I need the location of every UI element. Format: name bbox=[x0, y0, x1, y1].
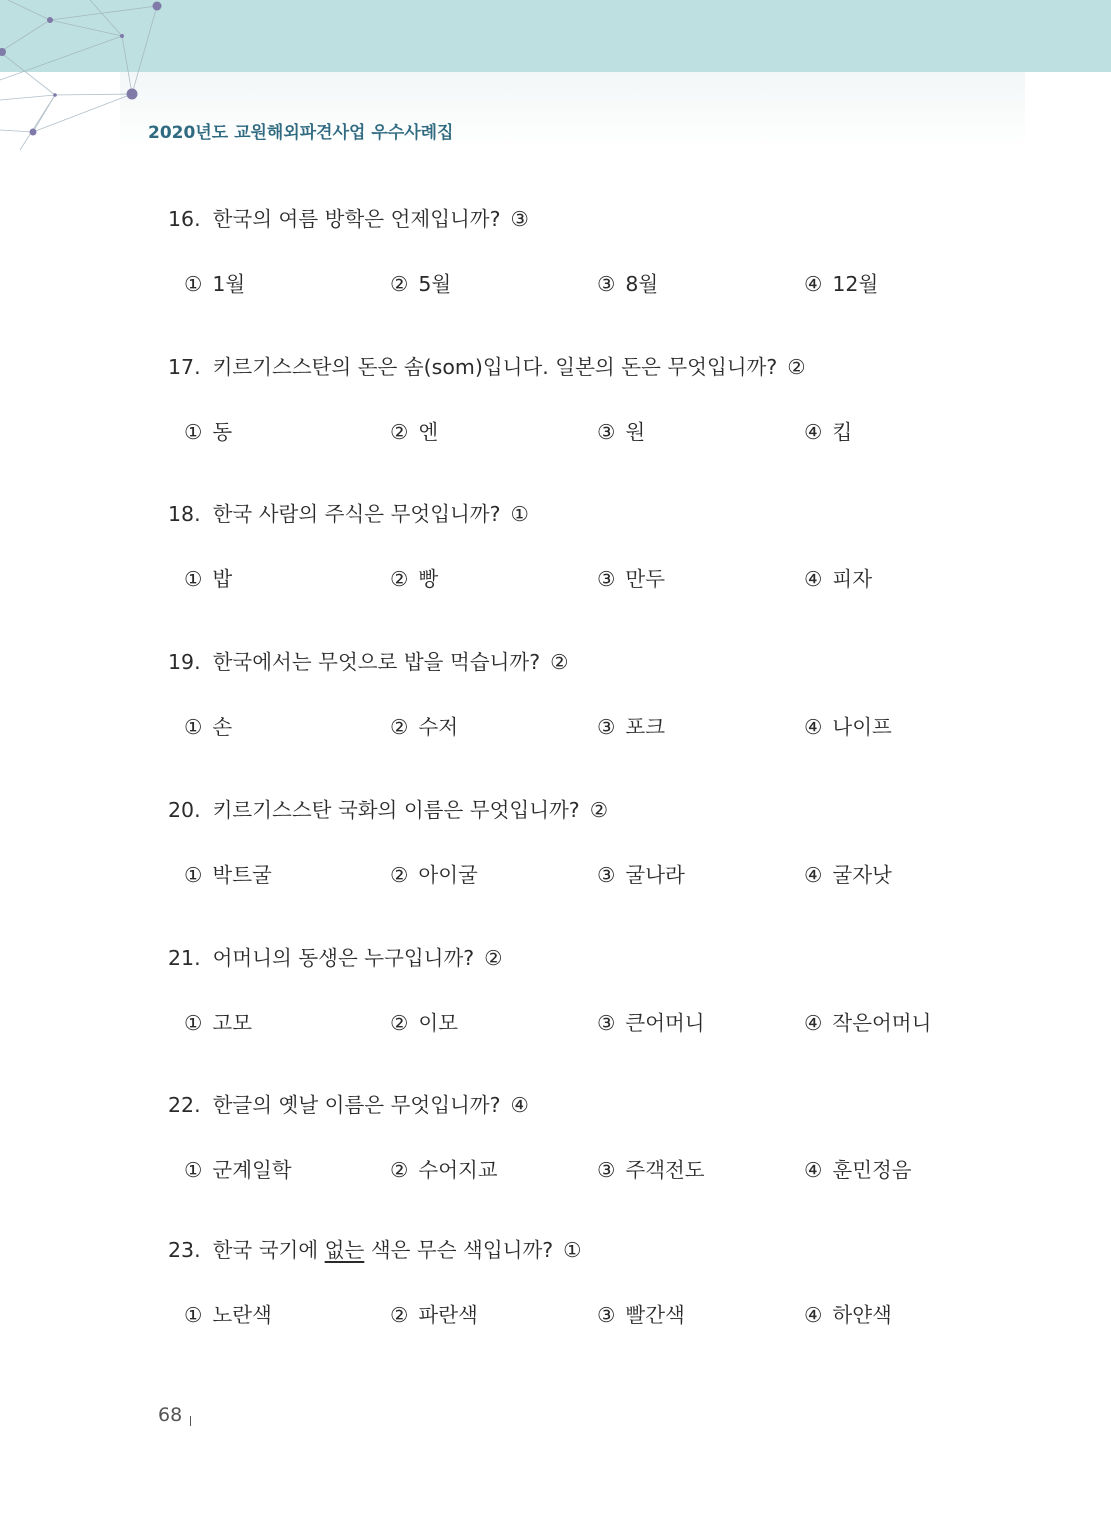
answer-mark: ③ bbox=[510, 207, 529, 231]
option-text: 나이프 bbox=[832, 715, 892, 739]
option bbox=[390, 710, 458, 740]
option bbox=[390, 1298, 478, 1328]
option-mark: ② bbox=[390, 567, 409, 591]
option-text: 노란색 bbox=[212, 1303, 272, 1327]
option-mark: ③ bbox=[597, 420, 616, 444]
option bbox=[184, 1153, 292, 1183]
option-mark: ② bbox=[390, 1303, 409, 1327]
option-mark: ① bbox=[184, 420, 203, 444]
option bbox=[184, 1006, 252, 1036]
option bbox=[597, 858, 685, 888]
option-mark: ④ bbox=[804, 272, 823, 296]
question-number: 21. bbox=[168, 946, 201, 970]
option bbox=[597, 1298, 685, 1328]
question-block bbox=[168, 796, 1028, 888]
question-block bbox=[168, 1236, 1028, 1328]
option bbox=[390, 562, 438, 592]
option bbox=[597, 710, 665, 740]
question-block bbox=[168, 1091, 1028, 1183]
option-text: 12월 bbox=[832, 272, 879, 296]
option bbox=[184, 710, 232, 740]
answer-mark: ② bbox=[484, 946, 503, 970]
option bbox=[390, 1153, 498, 1183]
option-text: 고모 bbox=[212, 1011, 252, 1035]
answer-mark: ④ bbox=[510, 1093, 529, 1117]
question-text-pre: 한국 국기에 bbox=[212, 1238, 319, 1262]
question-number: 20. bbox=[168, 798, 201, 822]
page-number: 68 bbox=[158, 1404, 183, 1426]
option-mark: ② bbox=[390, 420, 409, 444]
question-text: 한국의 여름 방학은 언제입니까? bbox=[212, 207, 501, 231]
option bbox=[597, 1153, 705, 1183]
question-number: 19. bbox=[168, 650, 201, 674]
option-mark: ④ bbox=[804, 567, 823, 591]
answer-mark: ② bbox=[787, 355, 806, 379]
book-title: 2020년도 교원해외파견사업 우수사례집 bbox=[148, 123, 454, 143]
option-mark: ③ bbox=[597, 272, 616, 296]
option-text: 빵 bbox=[418, 567, 439, 591]
option bbox=[804, 1153, 912, 1183]
options-row bbox=[168, 858, 1028, 888]
answer-mark: ① bbox=[563, 1238, 582, 1262]
question-text: 한국에서는 무엇으로 밥을 먹습니까? bbox=[212, 650, 541, 674]
option-mark: ④ bbox=[804, 1011, 823, 1035]
option bbox=[184, 562, 232, 592]
option-text: 밥 bbox=[212, 567, 233, 591]
option-mark: ④ bbox=[804, 420, 823, 444]
option-text: 아이굴 bbox=[418, 863, 478, 887]
option bbox=[184, 415, 232, 445]
option bbox=[804, 1298, 892, 1328]
question bbox=[168, 648, 1028, 676]
option-mark: ③ bbox=[597, 715, 616, 739]
option-mark: ① bbox=[184, 715, 203, 739]
option bbox=[597, 415, 645, 445]
options-row bbox=[168, 562, 1028, 592]
question bbox=[168, 944, 1028, 972]
option-text: 하얀색 bbox=[832, 1303, 892, 1327]
question bbox=[168, 353, 1028, 381]
option bbox=[390, 858, 478, 888]
question-block bbox=[168, 205, 1028, 297]
option bbox=[804, 267, 878, 297]
option bbox=[390, 267, 451, 297]
question-number: 16. bbox=[168, 207, 201, 231]
option-mark: ② bbox=[390, 1158, 409, 1182]
option-text: 포크 bbox=[625, 715, 665, 739]
option-mark: ② bbox=[390, 863, 409, 887]
option-text: 박트굴 bbox=[212, 863, 272, 887]
option-mark: ② bbox=[390, 715, 409, 739]
option-mark: ② bbox=[390, 272, 409, 296]
option bbox=[184, 1298, 272, 1328]
answer-mark: ① bbox=[510, 502, 529, 526]
question-number: 18. bbox=[168, 502, 201, 526]
option-text: 굴자낫 bbox=[832, 863, 892, 887]
option-text: 굴나라 bbox=[625, 863, 685, 887]
question-block bbox=[168, 648, 1028, 740]
options-row bbox=[168, 710, 1028, 740]
question bbox=[168, 1091, 1028, 1119]
option bbox=[804, 562, 872, 592]
option-text: 8월 bbox=[625, 272, 659, 296]
option-mark: ④ bbox=[804, 1158, 823, 1182]
option bbox=[804, 415, 852, 445]
option-mark: ④ bbox=[804, 715, 823, 739]
option-text: 빨간색 bbox=[625, 1303, 685, 1327]
question-number: 22. bbox=[168, 1093, 201, 1117]
option-text: 훈민정음 bbox=[832, 1158, 912, 1182]
answer-mark: ② bbox=[550, 650, 569, 674]
option-text: 큰어머니 bbox=[625, 1011, 705, 1035]
option-mark: ③ bbox=[597, 567, 616, 591]
option-text: 이모 bbox=[418, 1011, 458, 1035]
options-row bbox=[168, 1153, 1028, 1183]
option bbox=[390, 415, 438, 445]
question-text: 한국 사람의 주식은 무엇입니까? bbox=[212, 502, 501, 526]
question-number: 23. bbox=[168, 1238, 201, 1262]
question bbox=[168, 500, 1028, 528]
option-mark: ③ bbox=[597, 1303, 616, 1327]
option-mark: ① bbox=[184, 567, 203, 591]
option-text: 만두 bbox=[625, 567, 665, 591]
options-row bbox=[168, 415, 1028, 445]
option bbox=[390, 1006, 458, 1036]
option-text: 손 bbox=[212, 715, 233, 739]
option-mark: ① bbox=[184, 1158, 203, 1182]
options-row bbox=[168, 1298, 1028, 1328]
option bbox=[804, 1006, 931, 1036]
question-block bbox=[168, 500, 1028, 592]
option-text: 파란색 bbox=[418, 1303, 478, 1327]
option-text: 1월 bbox=[212, 272, 246, 296]
question-number: 17. bbox=[168, 355, 201, 379]
options-row bbox=[168, 1006, 1028, 1036]
option-mark: ③ bbox=[597, 1011, 616, 1035]
option-text: 5월 bbox=[418, 272, 452, 296]
option-mark: ① bbox=[184, 272, 203, 296]
page-number-separator bbox=[190, 1416, 191, 1426]
question bbox=[168, 205, 1028, 233]
option-mark: ③ bbox=[597, 863, 616, 887]
option-mark: ① bbox=[184, 863, 203, 887]
option bbox=[184, 267, 245, 297]
option bbox=[804, 710, 892, 740]
option-text: 군계일학 bbox=[212, 1158, 292, 1182]
option-text: 작은어머니 bbox=[832, 1011, 932, 1035]
option bbox=[597, 1006, 705, 1036]
question bbox=[168, 796, 1028, 824]
option-mark: ② bbox=[390, 1011, 409, 1035]
option bbox=[804, 858, 892, 888]
option-mark: ① bbox=[184, 1011, 203, 1035]
option-text: 원 bbox=[625, 420, 646, 444]
answer-mark: ② bbox=[589, 798, 609, 822]
question bbox=[168, 1236, 1028, 1264]
option-text: 주객전도 bbox=[625, 1158, 705, 1182]
option-text: 엔 bbox=[418, 420, 439, 444]
option-text: 킵 bbox=[832, 420, 853, 444]
question-text-post: 색은 무슨 색입니까? bbox=[370, 1238, 554, 1262]
options-row bbox=[168, 267, 1028, 297]
option-text: 수저 bbox=[418, 715, 458, 739]
question-text: 키르기스스탄 국화의 이름은 무엇입니까? bbox=[212, 798, 580, 822]
question-text: 키르기스스탄의 돈은 솜(som)입니다. 일본의 돈은 무엇입니까? bbox=[212, 355, 778, 379]
option bbox=[597, 267, 658, 297]
question-text-underlined: 없는 bbox=[324, 1238, 365, 1262]
question-block bbox=[168, 353, 1028, 445]
option-text: 동 bbox=[212, 420, 233, 444]
question-text: 어머니의 동생은 누구입니까? bbox=[212, 946, 475, 970]
option-mark: ④ bbox=[804, 1303, 823, 1327]
option bbox=[597, 562, 665, 592]
option-mark: ③ bbox=[597, 1158, 616, 1182]
option-mark: ④ bbox=[804, 863, 823, 887]
option-text: 수어지교 bbox=[418, 1158, 498, 1182]
option-text: 피자 bbox=[832, 567, 872, 591]
option-mark: ① bbox=[184, 1303, 203, 1327]
question-block bbox=[168, 944, 1028, 1036]
option bbox=[184, 858, 272, 888]
question-text: 한글의 옛날 이름은 무엇입니까? bbox=[212, 1093, 501, 1117]
